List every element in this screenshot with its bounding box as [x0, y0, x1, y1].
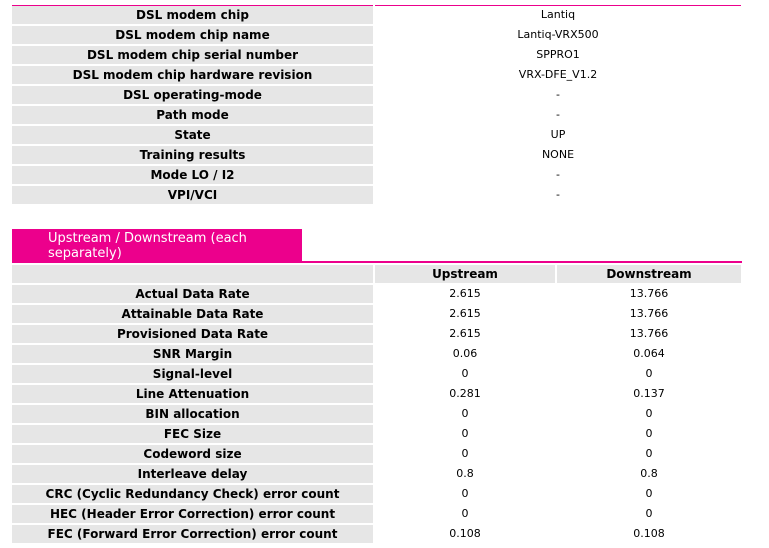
stream-stat-label: Provisioned Data Rate	[12, 325, 373, 343]
stream-stat-label: CRC (Cyclic Redundancy Check) error count	[12, 485, 373, 503]
stream-stats-row	[12, 285, 741, 303]
downstream-value: 0	[557, 485, 741, 503]
chip-info-row	[12, 126, 741, 144]
stream-stats-body	[12, 265, 741, 543]
downstream-column-header: Downstream	[557, 265, 741, 283]
downstream-value: 13.766	[557, 325, 741, 343]
chip-info-row	[12, 106, 741, 124]
stream-stats-row	[12, 405, 741, 423]
downstream-value: 0.064	[557, 345, 741, 363]
upstream-value: 0.281	[375, 385, 555, 403]
chip-info-label: DSL modem chip hardware revision	[12, 66, 373, 84]
upstream-value: 0.108	[375, 525, 555, 543]
chip-info-row	[12, 66, 741, 84]
downstream-value: 0	[557, 445, 741, 463]
upstream-column-header: Upstream	[375, 265, 555, 283]
chip-info-value: NONE	[375, 146, 741, 164]
chip-info-value: UP	[375, 126, 741, 144]
upstream-value: 0.06	[375, 345, 555, 363]
upstream-value: 2.615	[375, 305, 555, 323]
chip-info-value: SPPRO1	[375, 46, 741, 64]
stream-stats-row	[12, 425, 741, 443]
stream-stat-label: Attainable Data Rate	[12, 305, 373, 323]
stream-stats-row	[12, 365, 741, 383]
chip-info-row	[12, 146, 741, 164]
upstream-value: 0	[375, 445, 555, 463]
stream-stat-label: Interleave delay	[12, 465, 373, 483]
chip-info-value: Lantiq	[375, 5, 741, 24]
chip-info-body	[12, 5, 741, 204]
stream-stats-row	[12, 305, 741, 323]
upstream-value: 0	[375, 425, 555, 443]
chip-info-label: State	[12, 126, 373, 144]
chip-info-value: Lantiq-VRX500	[375, 26, 741, 44]
chip-info-row	[12, 46, 741, 64]
chip-info-label: DSL modem chip	[12, 5, 373, 24]
downstream-value: 0	[557, 505, 741, 523]
downstream-value: 0	[557, 365, 741, 383]
chip-info-label: Mode LO / I2	[12, 166, 373, 184]
stream-stat-label: FEC (Forward Error Correction) error count	[12, 525, 373, 543]
chip-info-label: DSL operating-mode	[12, 86, 373, 104]
stream-stat-label: Signal-level	[12, 365, 373, 383]
upstream-value: 2.615	[375, 325, 555, 343]
stream-stats-row	[12, 325, 741, 343]
stream-stat-label: Codeword size	[12, 445, 373, 463]
stream-stats-table	[10, 263, 743, 545]
stream-stats-row	[12, 525, 741, 543]
chip-info-value: VRX-DFE_V1.2	[375, 66, 741, 84]
chip-info-row	[12, 26, 741, 44]
stream-stat-label: HEC (Header Error Correction) error count	[12, 505, 373, 523]
upstream-value: 0.8	[375, 465, 555, 483]
downstream-value: 0.8	[557, 465, 741, 483]
stream-header-row	[12, 265, 741, 283]
chip-info-row	[12, 186, 741, 204]
stream-stats-row	[12, 385, 741, 403]
downstream-value: 13.766	[557, 285, 741, 303]
stream-stat-label: BIN allocation	[12, 405, 373, 423]
stream-stats-row	[12, 445, 741, 463]
downstream-value: 0.108	[557, 525, 741, 543]
stream-stat-label: SNR Margin	[12, 345, 373, 363]
upstream-value: 0	[375, 405, 555, 423]
stream-stats-row	[12, 465, 741, 483]
downstream-value: 0.137	[557, 385, 741, 403]
chip-info-label: VPI/VCI	[12, 186, 373, 204]
chip-info-row	[12, 86, 741, 104]
stream-stats-row	[12, 485, 741, 503]
chip-info-label: Path mode	[12, 106, 373, 124]
stream-stat-label: Actual Data Rate	[12, 285, 373, 303]
downstream-value: 0	[557, 405, 741, 423]
stream-stat-label: FEC Size	[12, 425, 373, 443]
chip-info-row	[12, 166, 741, 184]
upstream-value: 0	[375, 365, 555, 383]
chip-info-value: -	[375, 106, 741, 124]
chip-info-value: -	[375, 166, 741, 184]
stream-stats-row	[12, 505, 741, 523]
chip-info-label: DSL modem chip name	[12, 26, 373, 44]
upstream-value: 2.615	[375, 285, 555, 303]
upstream-value: 0	[375, 485, 555, 503]
chip-info-value: -	[375, 86, 741, 104]
upstream-value: 0	[375, 505, 555, 523]
chip-info-label: Training results	[12, 146, 373, 164]
stream-stats-row	[12, 345, 741, 363]
chip-info-label: DSL modem chip serial number	[12, 46, 373, 64]
chip-info-table	[10, 3, 743, 206]
stream-stat-label: Line Attenuation	[12, 385, 373, 403]
downstream-value: 0	[557, 425, 741, 443]
stream-section-header: Upstream / Downstream (each separately)	[12, 229, 302, 262]
chip-info-row	[12, 5, 741, 24]
downstream-value: 13.766	[557, 305, 741, 323]
stream-header-blank	[12, 265, 373, 283]
chip-info-value: -	[375, 186, 741, 204]
